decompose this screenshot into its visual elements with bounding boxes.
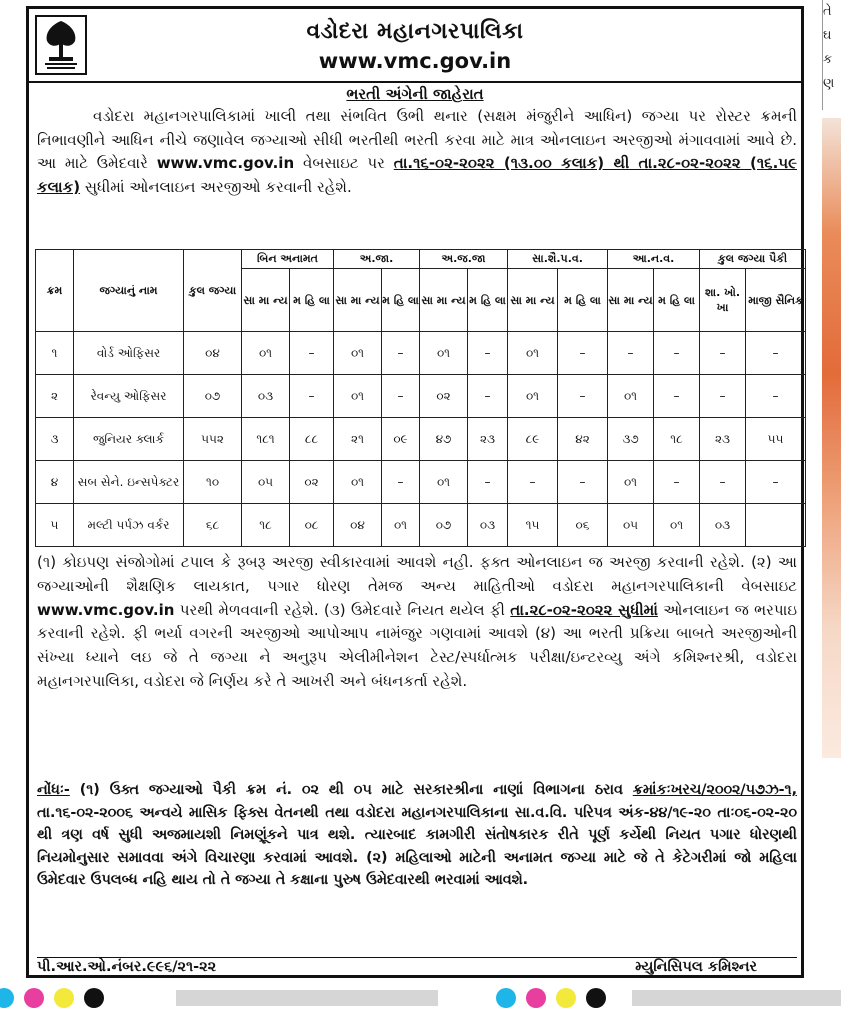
sub-female: મ હિ લા [654,269,700,332]
cell-count: – [468,461,508,504]
registration-dot [586,988,606,1008]
sub-female: મ હિ લા [290,269,334,332]
cell-count: – [654,332,700,375]
header-sr: ક્રમ [36,250,74,332]
cell-post: જુનિયર ક્લાર્ક [74,418,184,461]
sub-general: સા મા ન્ય [608,269,654,332]
cell-count: – [558,375,608,418]
instructions-website: www.vmc.gov.in [37,600,175,619]
table-row [36,418,806,461]
pro-number: પી.આર.ઓ.નંબર.૯૯૬/૨૧-૨૨ [37,959,217,975]
org-name: વડોદરા મહાનગરપાલિકા [306,19,524,44]
cell-sr: ૩ [36,418,74,461]
cell-count: – [608,332,654,375]
table-row [36,461,806,504]
cell-count: – [746,461,806,504]
cell-count: ૦૧ [382,504,420,547]
sub-general: સા મા ન્ય [334,269,382,332]
cell-count: ૪૨ [558,418,608,461]
cell-count: ૧૫ [508,504,558,547]
instructions-text-3: ઓનલાઇન જ ભરપાઇ કરવાની રહેશે. ફી ભર્યા વગરની અરજીઓ આપોઆપ નામંજુર ગણવામાં આવશે (૪) આ ભરતી પ્રક્રિયા બાબતે અરજીઓની સંખ્યા ધ્યાને લઇ જે તે જગ્યા ને અનુરૂપ એલીમીનેશન ટેસ્ટ/સ્પર્ધાત્મક પરીક્ષા/ઇન્ટરવ્યુ અંગે કમિશ્નરશ્રી, વડોદરા મહાનગરપાલિકા, વડોદરા જે નિર્ણય કરે તે આખરી અને બંધનકર્તા રહેશે. [37,600,797,690]
adjacent-column-fragment [822,0,841,110]
cell-sr: ૪ [36,461,74,504]
registration-dot [496,988,516,1008]
margin-text-4: ણ [823,76,835,91]
table-row [36,375,806,418]
registration-dot [84,988,104,1008]
cell-count: ૦૧ [608,461,654,504]
note-text-1: (૧) ઉક્ત જગ્યાઓ પૈકી ક્રમ નં. ૦૨ થી ૦૫ માટે સરકારશ્રીના નાણાં વિભાગના ઠરાવ [69,782,633,798]
cell-count: ૨૩ [700,418,746,461]
cell-count: – [382,332,420,375]
cell-count: ૦૧ [508,375,558,418]
margin-text-1: તે [823,4,832,19]
cell-total: ૫૫૨ [184,418,242,461]
sub-general: સા મા ન્ય [242,269,290,332]
cell-count: ૦૨ [420,375,468,418]
cell-count: ૦૩ [242,375,290,418]
cell-count: – [654,461,700,504]
notice-footer [37,957,797,978]
cell-count: – [746,332,806,375]
note-text-2: તા.૧૬-૦૨-૨૦૦૬ અન્વયે માસિક ફિક્સ વેતનથી તથા વડોદરા મહાનગરપાલિકાના સા.વ.વિ. પરિપત્ર અંક-૪૪/૧૯-૨૦ તાઃ૦૬-૦૨-૨૦ થી ત્રણ વર્ષ સુધી અજમાયશી નિમણૂંકને પાત્ર થશે. ત્યારબાદ કામગીરી સંતોષકારક રીતે પૂર્ણ કર્યેથી નિયત પગાર ધોરણથી નિયમોનુસાર સમાવવા અંગે વિચારણા કરવામાં આવશે. (૨) મહિલાઓ માટેની અનામત જગ્યા માટે જે તે કેટેગરીમાં જો મહિલા ઉમેદવાર ઉપલબ્ધ નહિ થાય તો તે જગ્યા તે કક્ષાના પુરુષ ઉમેદવારથી ભરવામાં આવશે. [37,804,797,889]
cell-count: – [700,332,746,375]
cell-count: ૦૧ [420,332,468,375]
header-group-total-among: કુલ જગ્યા પૈકી [700,250,806,269]
cell-count: – [558,332,608,375]
cell-post: વોર્ડ ઓફિસર [74,332,184,375]
cell-count [746,504,806,547]
registration-dot [24,988,44,1008]
cell-post: મલ્ટી પર્પઝ વર્કર [74,504,184,547]
cell-count: – [382,461,420,504]
header-group-st: અ.જ.જા [420,250,508,269]
cell-count: ૦૮ [290,504,334,547]
header-group-sc: અ.જા. [334,250,420,269]
registration-dot [556,988,576,1008]
cell-count: ૮૮ [290,418,334,461]
margin-text-3: ક [823,52,833,67]
header-group-sebc: સા.શૈ.પ.વ. [508,250,608,269]
cell-count: ૨૩ [468,418,508,461]
cell-count: – [654,375,700,418]
instructions-text-1: (૧) કોઇપણ સંજોગોમાં ટપાલ કે રૂબરૂ અરજી સ્વીકારવામાં આવશે નહી. ફક્ત ઓનલાઇન જ અરજી કરવાની રહેશે. (૨) આ જગ્યાઓની શૈક્ષણિક લાયકાત, પગાર ધોરણ તેમજ અન્ય માહિતીઓ વડોદરા મહાનગરપાલિકાની વેબસાઇટ [37,553,797,595]
recruitment-notice [26,6,804,978]
cell-count: ૪૭ [420,418,468,461]
cell-sr: ૫ [36,504,74,547]
cell-count: – [700,461,746,504]
cell-total: ૧૦ [184,461,242,504]
cell-count: ૧૮૧ [242,418,290,461]
cell-count: ૦૧ [654,504,700,547]
cell-count: ૦૧ [334,332,382,375]
cell-sr: ૨ [36,375,74,418]
cell-count: ૦૩ [468,504,508,547]
notice-header [29,9,801,83]
adjacent-ad-edge [822,118,841,758]
cell-count: ૫૫ [746,418,806,461]
cell-count: – [558,461,608,504]
sub-ex-serviceman: માજી સૈનિક [746,269,806,332]
table-row [36,332,806,375]
sub-female: મ હિ લા [382,269,420,332]
table-row [36,504,806,547]
print-gray-bar-right [632,990,841,1006]
registration-dot [0,988,14,1008]
cell-count: – [700,375,746,418]
header-total: કુલ જગ્યા [184,250,242,332]
header-group-ews: આ.ન.વ. [608,250,700,269]
cell-count: – [468,375,508,418]
signatory: મ્યુનિસિપલ કમિશ્નર [635,959,757,975]
header-website: www.vmc.gov.in [318,49,512,73]
vacancy-table [35,249,806,547]
cell-count: ૦૧ [508,332,558,375]
cell-count: ૦૧ [608,375,654,418]
intro-paragraph [37,105,797,199]
intro-text-2: વેબસાઇટ પર [294,154,394,172]
cell-count: ૮૯ [508,418,558,461]
cell-count: – [382,375,420,418]
cell-count: ૦૭ [420,504,468,547]
cell-sr: ૧ [36,332,74,375]
cell-post: સબ સેને. ઇન્સપેક્ટર [74,461,184,504]
instructions-text-2: પરથી મેળવવાની રહેશે. (૩) ઉમેદવારે નિયત થયેલ ફી [174,600,511,619]
cell-count: – [508,461,558,504]
cell-count: ૦૪ [334,504,382,547]
notice-title [29,84,801,103]
note-label: નોંધઃ- [37,782,70,798]
registration-dot [526,988,546,1008]
cell-count: ૦૨ [290,461,334,504]
cell-count: ૧૮ [242,504,290,547]
cell-post: રેવન્યુ ઓફિસર [74,375,184,418]
cell-total: ૬૮ [184,504,242,547]
intro-text-3: સુધીમાં ઓનલાઇન અરજીઓ કરવાની રહેશે. [80,177,352,196]
intro-text-1: વડોદરા મહાનગરપાલિકામાં ખાલી તથા સંભવિત ઉભી થનાર (સક્ષમ મંજુરીને આધિન) જગ્યા પર રોસ્ટર ક્રમની નિભાવણીને આધિન નીચે જણાવેલ જગ્યાઓ સીધી ભરતીથી ભરતી કરવા માટે માત્ર ઓનલાઇન અરજીઓ મંગાવવામાં આવે છે. આ માટે ઉમેદવારે [37,107,797,172]
header-post: જગ્યાનું નામ [74,250,184,332]
sub-female: મ હિ લા [468,269,508,332]
cell-count: ૦૧ [420,461,468,504]
intro-date-range: તા.૧૬-૦૨-૨૦૨૨ (૧૩.૦૦ કલાક) થી તા.૨૮-૦૨-૨૦૨૨ (૧૬.૫૯ કલાક) [37,154,797,196]
fee-deadline: તા.૨૮-૦૨-૨૦૨૨ સુધીમાં [510,600,658,619]
cell-count: ૩૭ [608,418,654,461]
print-gray-bar-left [176,990,438,1006]
cell-count: – [290,332,334,375]
cell-count: ૨૧ [334,418,382,461]
registration-dot [54,988,74,1008]
cell-total: ૦૭ [184,375,242,418]
cell-count: – [290,375,334,418]
cell-count: ૦૧ [242,332,290,375]
cell-count: ૦૬ [558,504,608,547]
cell-count: – [468,332,508,375]
note-resolution: ક્રમાંકઃખરચ/૨૦૦૨/૫૭ઝ-૧, [632,782,797,798]
header-group-unreserved: બિન અનામત [242,250,334,269]
instructions-paragraph [37,551,797,694]
sub-general: સા મા ન્ય [508,269,558,332]
sub-female: મ હિ લા [558,269,608,332]
cell-count: ૦૯ [382,418,420,461]
cell-count: ૦૧ [334,375,382,418]
sub-pwd: શા. ખો. ખા [700,269,746,332]
cell-total: ૦૪ [184,332,242,375]
note-paragraph [37,779,797,892]
cell-count: – [746,375,806,418]
margin-text-2: ઘ [823,28,832,43]
intro-website: www.vmc.gov.in [156,154,295,172]
cell-count: ૧૮ [654,418,700,461]
cell-count: ૦૧ [334,461,382,504]
cell-count: ૦૫ [608,504,654,547]
cell-count: ૦૫ [242,461,290,504]
cell-count: ૦૩ [700,504,746,547]
sub-general: સા મા ન્ય [420,269,468,332]
notice-title-text: ભરતી અંગેની જાહેરાત [346,85,484,103]
